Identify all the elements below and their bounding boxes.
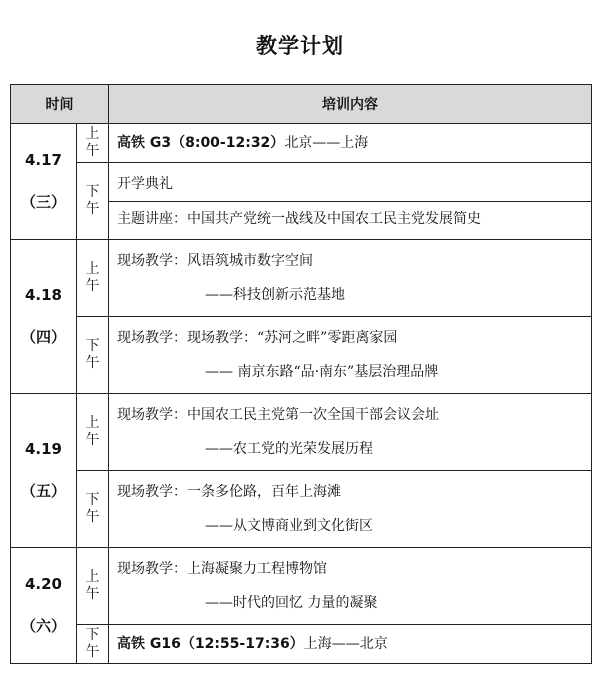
route: 北京——上海	[284, 135, 369, 151]
header-time: 时间	[11, 85, 109, 124]
half-label: 上 午	[85, 261, 100, 294]
content-cell	[109, 394, 592, 471]
table-row	[11, 163, 592, 240]
half-pm	[77, 317, 109, 394]
half-am	[77, 240, 109, 317]
activity: 现场教学：现场教学：“苏河之畔”零距离家园	[117, 330, 398, 346]
date-cell	[11, 394, 77, 548]
weekday: （三）	[20, 193, 66, 211]
date-cell	[11, 548, 77, 664]
date: 4.18	[24, 286, 62, 304]
table-row	[11, 317, 592, 394]
activity-subtitle: ——农工党的光荣发展历程	[205, 441, 373, 457]
half-pm	[77, 625, 109, 664]
content-cell	[109, 317, 592, 394]
half-pm	[77, 163, 109, 240]
weekday: （六）	[20, 617, 66, 635]
activity-subtitle: ——时代的回忆 力量的凝聚	[205, 595, 378, 611]
page-title: 教学计划	[256, 34, 344, 58]
half-am	[77, 548, 109, 625]
activity-subtitle: ——从文博商业到文化街区	[205, 518, 373, 534]
schedule-table	[10, 84, 592, 664]
table-row	[11, 548, 592, 625]
table-row	[11, 471, 592, 548]
half-label: 下 午	[85, 338, 100, 371]
activity-subtitle: ——科技创新示范基地	[205, 287, 345, 303]
half-label: 上 午	[85, 126, 100, 159]
route: 上海——北京	[303, 636, 388, 652]
header-content: 培训内容	[109, 85, 592, 124]
table-row	[11, 240, 592, 317]
half-label: 下 午	[85, 492, 100, 525]
half-label: 下 午	[85, 184, 100, 217]
train-info: 高铁 G16（12:55-17:36）	[117, 636, 304, 652]
activity: 现场教学：一条多伦路，百年上海滩	[117, 484, 341, 500]
train-info: 高铁 G3（8:00-12:32）	[117, 135, 285, 151]
table-row	[11, 625, 592, 664]
table-header-row	[11, 85, 592, 124]
activity: 开学典礼	[117, 175, 173, 192]
activity-subtitle: —— 南京东路“品·南东”基层治理品牌	[205, 364, 439, 380]
date: 4.20	[24, 575, 62, 593]
half-am	[77, 124, 109, 163]
date-cell	[11, 124, 77, 240]
weekday: （五）	[20, 482, 66, 500]
content-cell	[109, 163, 592, 240]
content-cell	[109, 124, 592, 163]
content-cell	[109, 240, 592, 317]
weekday: （四）	[20, 328, 66, 346]
date: 4.19	[24, 440, 62, 458]
content-cell	[109, 471, 592, 548]
activity: 现场教学：中国农工民主党第一次全国干部会议会址	[117, 407, 439, 423]
table-row	[11, 124, 592, 163]
half-label: 上 午	[85, 415, 100, 448]
half-label: 下 午	[85, 627, 100, 660]
activity: 主题讲座：中国共产党统一战线及中国农工民主党发展简史	[117, 210, 481, 227]
content-cell	[109, 548, 592, 625]
content-cell	[109, 625, 592, 664]
date-cell	[11, 240, 77, 394]
half-label: 上 午	[85, 569, 100, 602]
half-pm	[77, 471, 109, 548]
activity: 现场教学：上海凝聚力工程博物馆	[117, 561, 327, 577]
half-am	[77, 394, 109, 471]
date: 4.17	[24, 151, 62, 169]
activity: 现场教学：风语筑城市数字空间	[117, 253, 313, 269]
table-row	[11, 394, 592, 471]
